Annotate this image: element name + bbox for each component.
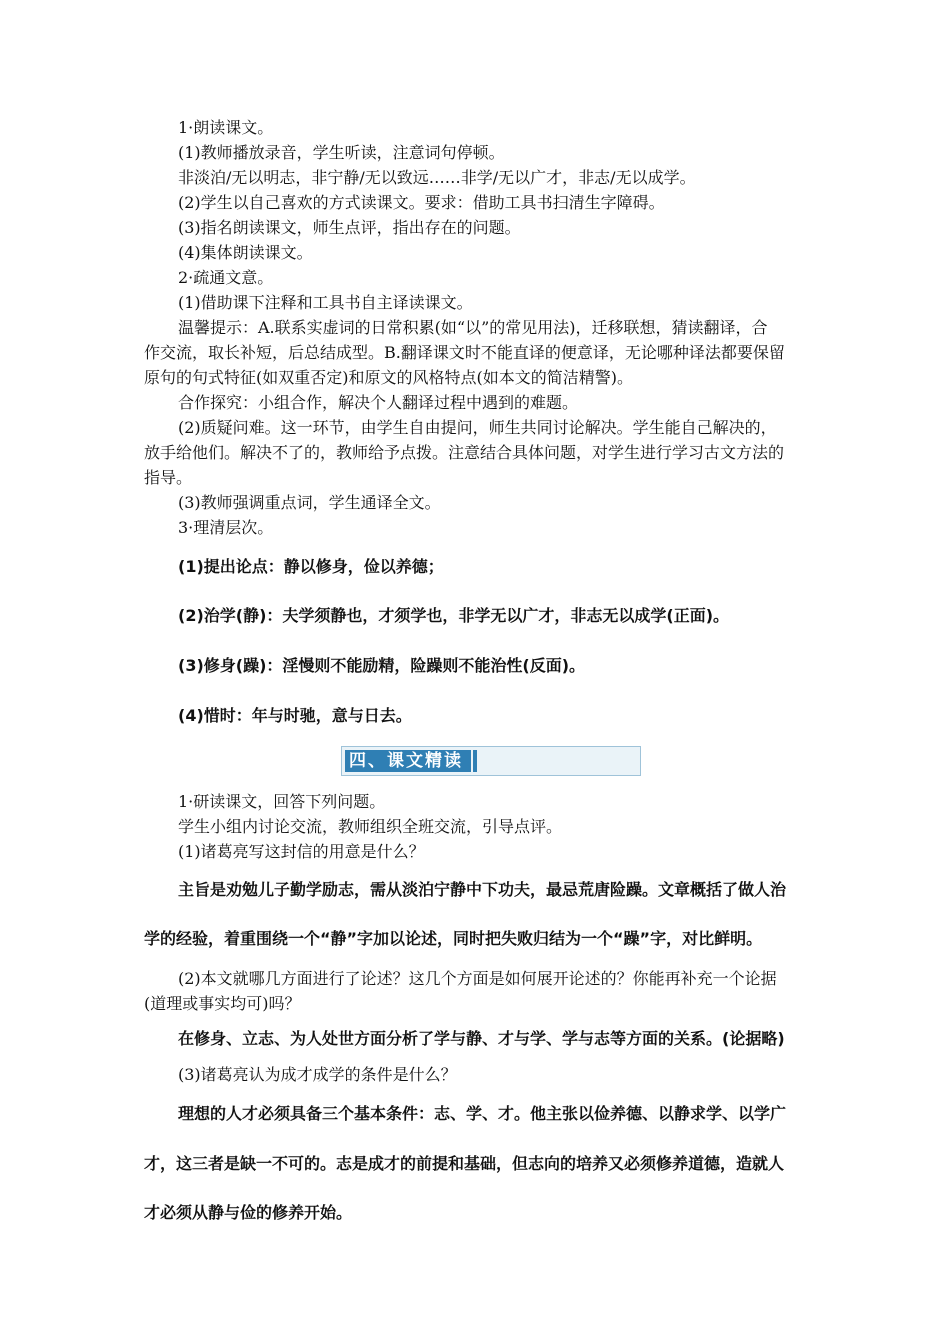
- answer-line: 主旨是劝勉儿子勤学励志，需从淡泊宁静中下功夫，最忌荒唐险躁。文章概括了做人治: [178, 880, 787, 899]
- text-line: (2)质疑问难。这一环节，由学生自由提问，师生共同讨论解决。学生能自己解决的，: [178, 418, 777, 437]
- text-line: (4)集体朗读课文。: [178, 243, 313, 262]
- text-line: (1)教师播放录音，学生听读，注意词句停顿。: [178, 143, 505, 162]
- answer-line: 才必须从静与俭的修养开始。: [144, 1203, 353, 1222]
- text-line: (3)指名朗读课文，师生点评，指出存在的问题。: [178, 218, 521, 237]
- text-line: 放手给他们。解决不了的，教师给予点拨。注意结合具体问题，对学生进行学习古文方法的: [144, 443, 785, 462]
- answer-line: 在修身、立志、为人处世方面分析了学与静、才与学、学与志等方面的关系。(论据略): [178, 1029, 785, 1048]
- answer-line: (1)提出论点：静以修身，俭以养德；: [178, 557, 444, 576]
- answer-line: 才，这三者是缺一不可的。志是成才的前提和基础，但志向的培养又必须修养道德，造就人: [144, 1154, 785, 1173]
- text-line: 1·朗读课文。: [178, 118, 274, 137]
- question-line: (2)本文就哪几方面进行了论述？这几个方面是如何展开论述的？你能再补充一个论据: [178, 969, 777, 988]
- answer-line: (2)治学(静)：夫学须静也，才须学也，非学无以广才，非志无以成学(正面)。: [178, 606, 730, 625]
- section-heading-banner: [341, 746, 641, 776]
- text-line: (2)学生以自己喜欢的方式读课文。要求：借助工具书扫清生字障碍。: [178, 193, 665, 212]
- section-heading: 四、课文精读: [345, 750, 471, 772]
- heading-bar: [473, 750, 477, 772]
- text-line: 温馨提示：A.联系实虚词的日常积累(如“以”的常见用法)，迁移联想，猜读翻译，合: [178, 318, 768, 337]
- answer-line: 学的经验，着重围绕一个“静”字加以论述，同时把失败归结为一个“躁”字，对比鲜明。: [144, 929, 763, 948]
- answer-line: 理想的人才必须具备三个基本条件：志、学、才。他主张以俭养德、以静求学、以学广: [178, 1104, 787, 1123]
- question-line: (1)诸葛亮写这封信的用意是什么？: [178, 842, 425, 861]
- text-line: 原句的句式特征(如双重否定)和原文的风格特点(如本文的简洁精警)。: [144, 368, 633, 387]
- text-line: 学生小组内讨论交流，教师组织全班交流，引导点评。: [178, 817, 563, 836]
- text-line: 合作探究：小组合作，解决个人翻译过程中遇到的难题。: [178, 393, 579, 412]
- text-line: 1·研读课文，回答下列问题。: [178, 792, 386, 811]
- text-line: 作交流，取长补短，后总结成型。B.翻译课文时不能直译的便意译，无论哪种译法都要保留: [144, 343, 785, 362]
- text-line: 非淡泊/无以明志，非宁静/无以致远……非学/无以广才，非志/无以成学。: [178, 168, 696, 187]
- text-line: (1)借助课下注释和工具书自主译读课文。: [178, 293, 473, 312]
- question-line: (道理或事实均可)吗？: [144, 994, 301, 1013]
- answer-line: (3)修身(躁)：淫慢则不能励精，险躁则不能治性(反面)。: [178, 656, 586, 675]
- text-line: (3)教师强调重点词，学生通译全文。: [178, 493, 441, 512]
- answer-line: (4)惜时：年与时驰，意与日去。: [178, 706, 412, 725]
- question-line: (3)诸葛亮认为成才成学的条件是什么？: [178, 1065, 457, 1084]
- text-line: 指导。: [144, 468, 193, 487]
- text-line: 3·理清层次。: [178, 518, 274, 537]
- text-line: 2·疏通文意。: [178, 268, 274, 287]
